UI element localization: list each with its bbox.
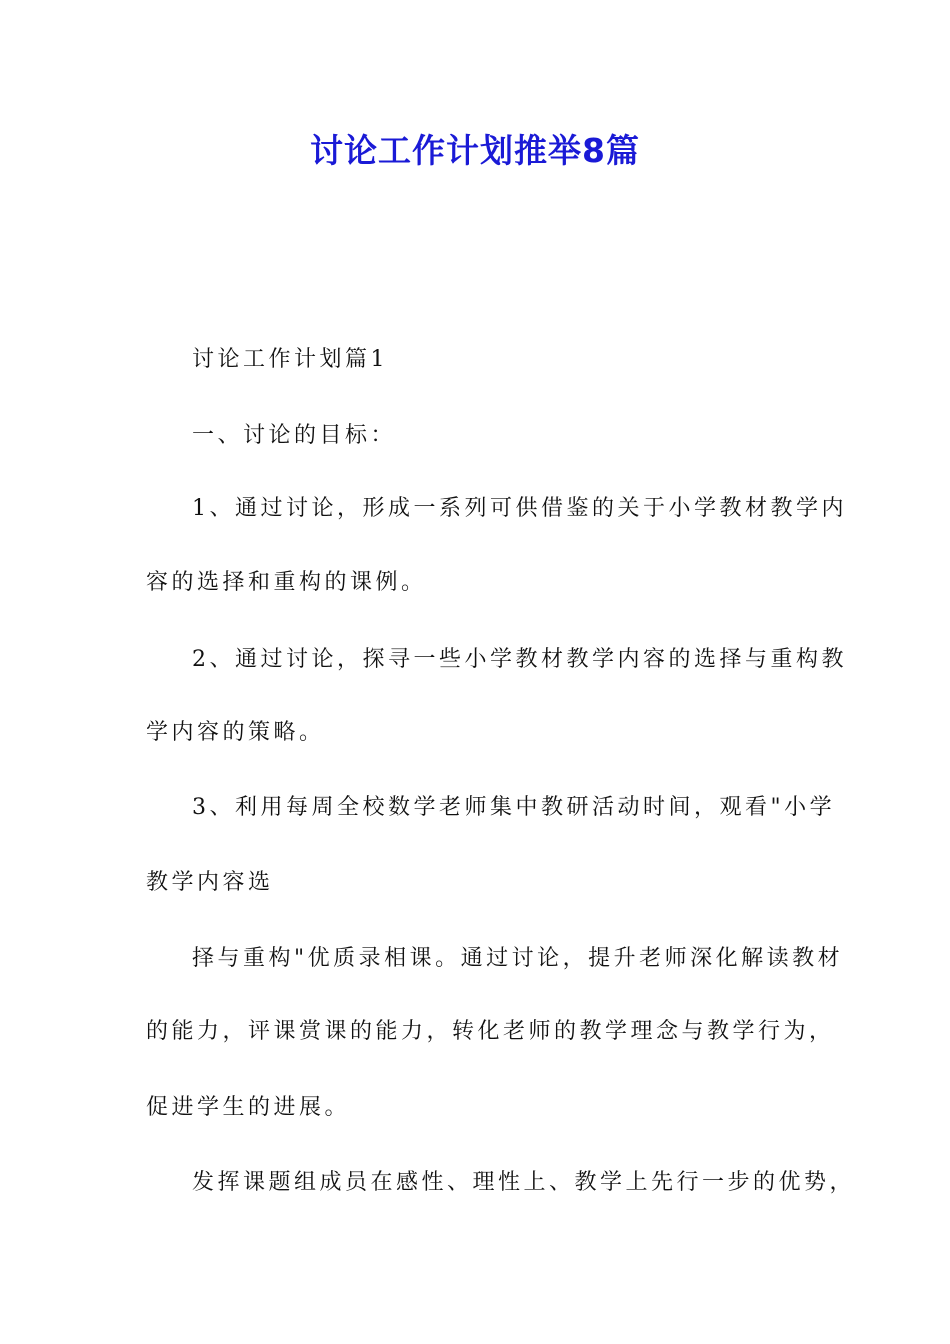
section-heading: 讨论工作计划篇1 (192, 347, 388, 372)
paragraph-line: 发挥课题组成员在感性、理性上、教学上先行一步的优势， (192, 1170, 856, 1195)
paragraph-line: 1、通过讨论，形成一系列可供借鉴的关于小学教材教学内 (192, 496, 847, 521)
paragraph-line: 容的选择和重构的课例。 (146, 570, 427, 595)
paragraph-line: 促进学生的进展。 (146, 1095, 351, 1120)
document-title: 讨论工作计划推举8篇 (310, 131, 640, 170)
paragraph-line: 2、通过讨论，探寻一些小学教材教学内容的选择与重构教 (192, 647, 847, 672)
paragraph-line: 择与重构"优质录相课。通过讨论，提升老师深化解读教材 (192, 946, 844, 971)
paragraph-line: 的能力，评课赏课的能力，转化老师的教学理念与教学行为， (146, 1019, 835, 1044)
paragraph-line: 3、利用每周全校数学老师集中教研活动时间，观看"小学 (192, 795, 836, 820)
paragraph-line: 学内容的策略。 (146, 720, 325, 745)
paragraph-line: 教学内容选 (146, 870, 274, 895)
paragraph-line: 一、讨论的目标： (192, 423, 397, 448)
